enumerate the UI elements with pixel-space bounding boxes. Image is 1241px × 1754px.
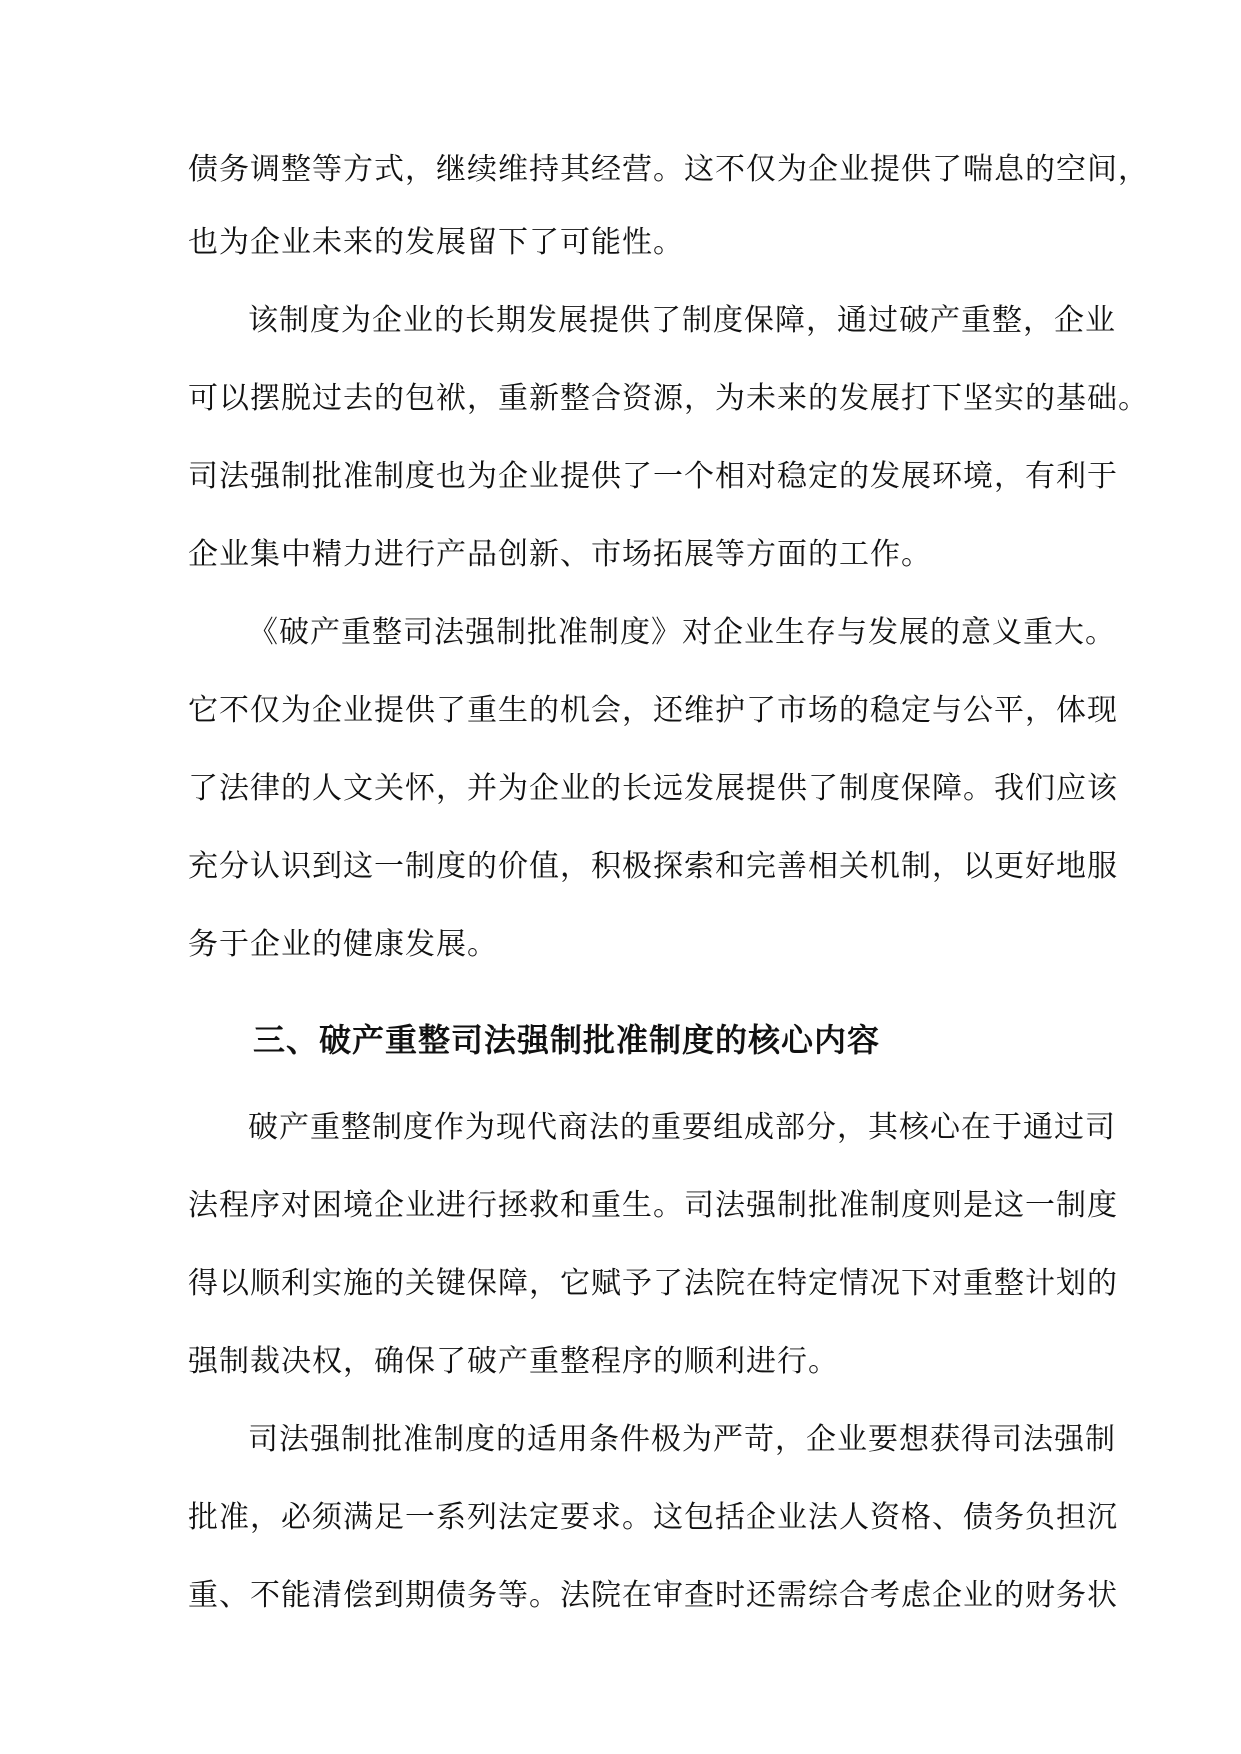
paragraph-line: 充分认识到这一制度的价值，积极探索和完善相关机制，以更好地服	[188, 849, 1118, 884]
paragraph-line: 《破产重整司法强制批准制度》对企业生存与发展的意义重大。	[248, 615, 1116, 650]
paragraph-line: 司法强制批准制度的适用条件极为严苛，企业要想获得司法强制	[248, 1422, 1116, 1457]
paragraph-line: 破产重整制度作为现代商法的重要组成部分，其核心在于通过司	[248, 1110, 1116, 1145]
paragraph-line: 重、不能清偿到期债务等。法院在审查时还需综合考虑企业的财务状	[188, 1578, 1118, 1613]
paragraph-line: 企业集中精力进行产品创新、市场拓展等方面的工作。	[188, 537, 932, 572]
paragraph-line: 了法律的人文关怀，并为企业的长远发展提供了制度保障。我们应该	[188, 771, 1118, 806]
paragraph-line: 它不仅为企业提供了重生的机会，还维护了市场的稳定与公平，体现	[188, 693, 1118, 728]
section-heading: 三、破产重整司法强制批准制度的核心内容	[253, 1021, 881, 1059]
paragraph-line: 法程序对困境企业进行拯救和重生。司法强制批准制度则是这一制度	[188, 1188, 1118, 1223]
paragraph-line: 强制裁决权，确保了破产重整程序的顺利进行。	[188, 1344, 839, 1379]
paragraph-line: 债务调整等方式，继续维持其经营。这不仅为企业提供了喘息的空间，	[188, 152, 1149, 187]
paragraph-line: 该制度为企业的长期发展提供了制度保障，通过破产重整，企业	[248, 303, 1116, 338]
paragraph-line: 司法强制批准制度也为企业提供了一个相对稳定的发展环境，有利于	[188, 459, 1118, 494]
paragraph-line: 务于企业的健康发展。	[188, 927, 498, 962]
paragraph-line: 可以摆脱过去的包袱，重新整合资源，为未来的发展打下坚实的基础。	[188, 381, 1149, 416]
paragraph-line: 批准，必须满足一系列法定要求。这包括企业法人资格、债务负担沉	[188, 1500, 1118, 1535]
paragraph-line: 也为企业未来的发展留下了可能性。	[188, 225, 684, 260]
paragraph-line: 得以顺利实施的关键保障，它赋予了法院在特定情况下对重整计划的	[188, 1266, 1118, 1301]
